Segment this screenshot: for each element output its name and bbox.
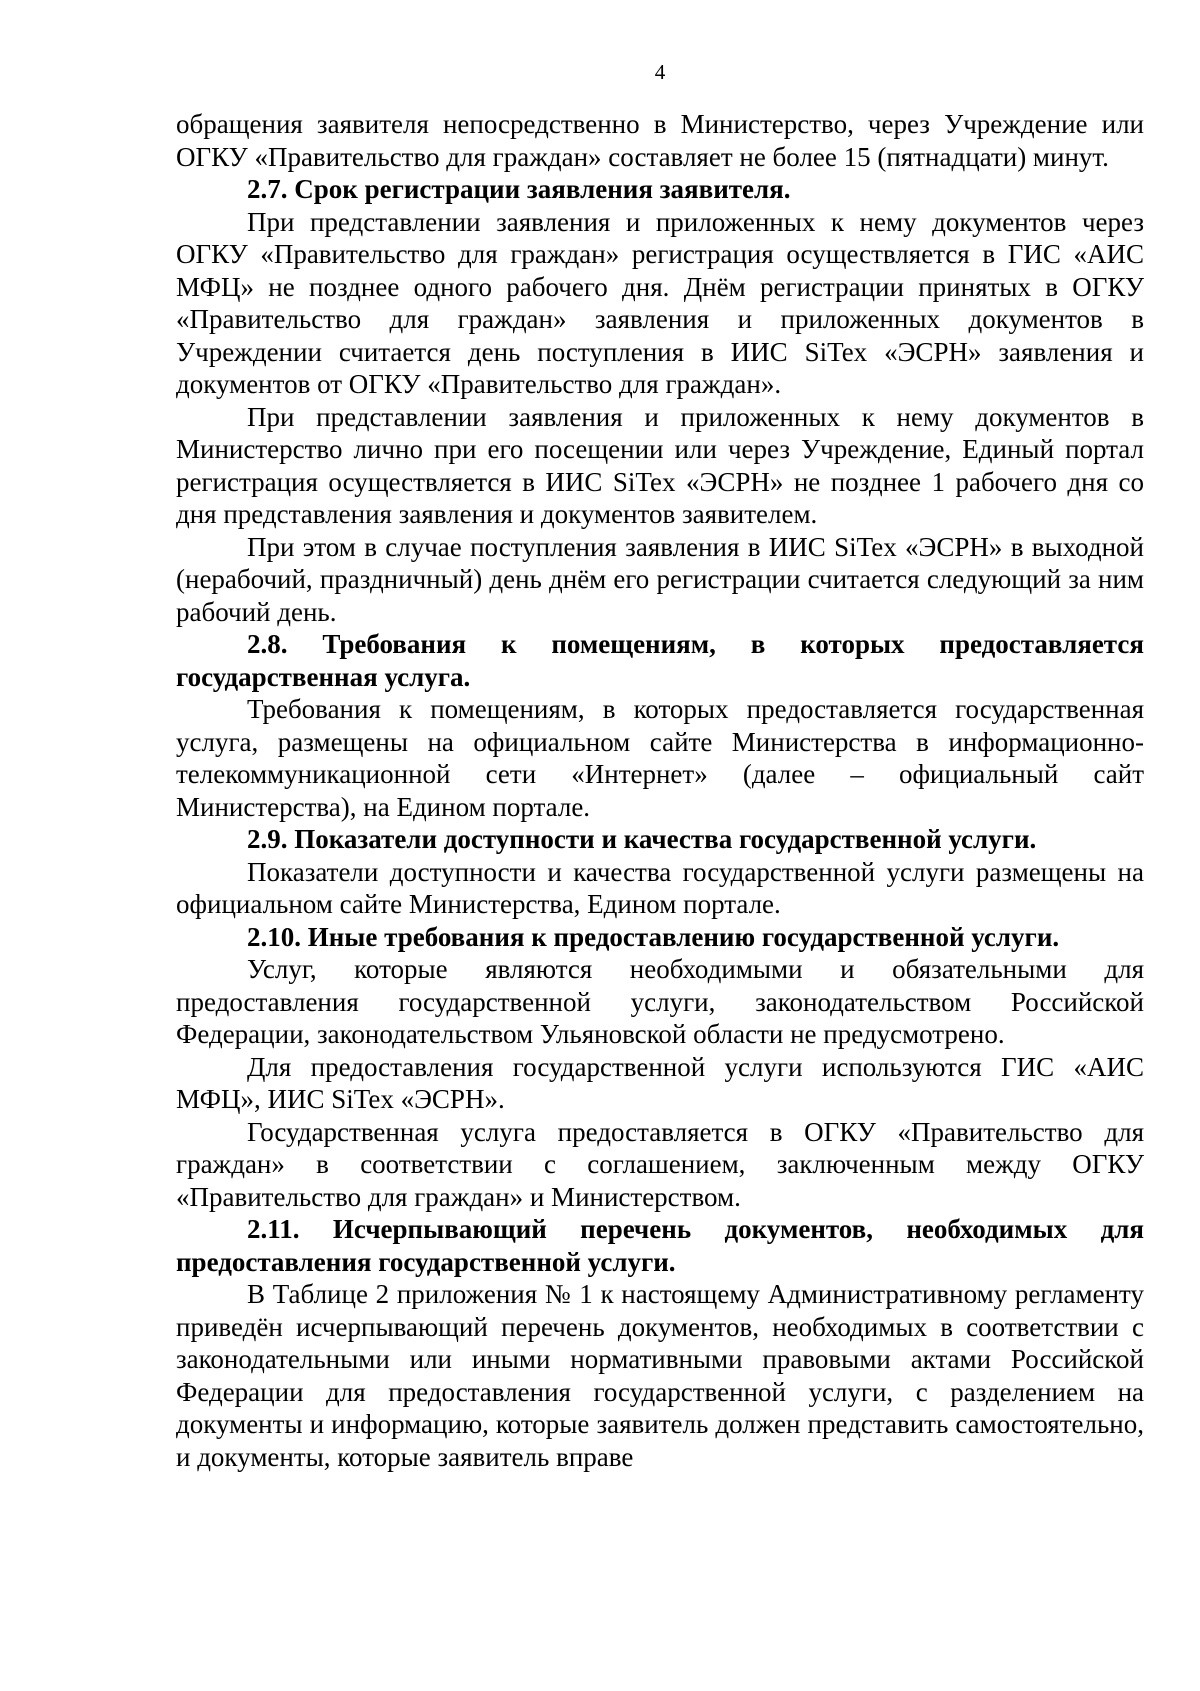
paragraph: Для предоставления государственной услуги используются ГИС «АИС МФЦ», ИИС SiTex «ЭСРН». <box>176 1051 1144 1114</box>
paragraph: При представлении заявления и приложенных к нему документов в Министерство лично при его посещении или через Учреждение, Единый портал регистрация осуществляется в ИИС SiTex «ЭСРН» не позднее 1 рабочего дня со дня представления заявления и документов заявителем. <box>176 401 1144 529</box>
document-body <box>176 108 1144 1473</box>
paragraph: Требования к помещениям, в которых предоставляется государственная услуга, размещены на официальном сайте Министерства в информационно-телекоммуникационной сети «Интернет» (далее – официальный сайт Министерства), на Едином портале. <box>176 694 1144 822</box>
paragraph: Показатели доступности и качества государственной услуги размещены на официальном сайте Министерства, Едином портале. <box>176 856 1144 919</box>
paragraph: При этом в случае поступления заявления в ИИС SiTex «ЭСРН» в выходной (нерабочий, праздничный) день днём его регистрации считается следующий за ним рабочий день. <box>176 531 1144 627</box>
paragraph-continuation: обращения заявителя непосредственно в Министерство, через Учреждение или ОГКУ «Правительство для граждан» составляет не более 15 (пятнадцати) минут. <box>176 109 1144 172</box>
section-heading-2-11: 2.11. Исчерпывающий перечень документов, необходимых для предоставления государственной услуги. <box>176 1214 1144 1277</box>
section-heading-2-10: 2.10. Иные требования к предоставлению государственной услуги. <box>247 921 1060 952</box>
section-heading-2-7: 2.7. Срок регистрации заявления заявителя. <box>247 174 791 204</box>
section-heading-2-8: 2.8. Требования к помещениям, в которых предоставляется государственная услуга. <box>176 629 1144 692</box>
paragraph: При представлении заявления и приложенных к нему документов через ОГКУ «Правительство для граждан» регистрация осуществляется в ГИС «АИС МФЦ» не позднее одного рабочего дня. Днём регистрации принятых в ОГКУ «Правительство для граждан» заявления и приложенных документов в Учреждении считается день поступления в ИИС SiTex «ЭСРН» заявления и документов от ОГКУ «Правительство для граждан». <box>176 206 1144 399</box>
paragraph: Государственная услуга предоставляется в ОГКУ «Правительство для граждан» в соответствии с соглашением, заключенным между ОГКУ «Правительство для граждан» и Министерством. <box>176 1116 1144 1212</box>
paragraph: Услуг, которые являются необходимыми и обязательными для предоставления государственной услуги, законодательством Российской Федерации, законодательством Ульяновской области не предусмотрено. <box>176 954 1144 1049</box>
paragraph: В Таблице 2 приложения № 1 к настоящему Административному регламенту приведён исчерпывающий перечень документов, необходимых в соответствии с законодательными или иными нормативными правовыми актами Российской Федерации для предоставления государственной услуги, с разделением на документы и информацию, которые заявитель должен представить самостоятельно, и документы, которые заявитель вправе <box>176 1279 1144 1472</box>
section-heading-2-9: 2.9. Показатели доступности и качества государственной услуги. <box>247 824 1037 854</box>
page-number: 4 <box>654 60 666 84</box>
